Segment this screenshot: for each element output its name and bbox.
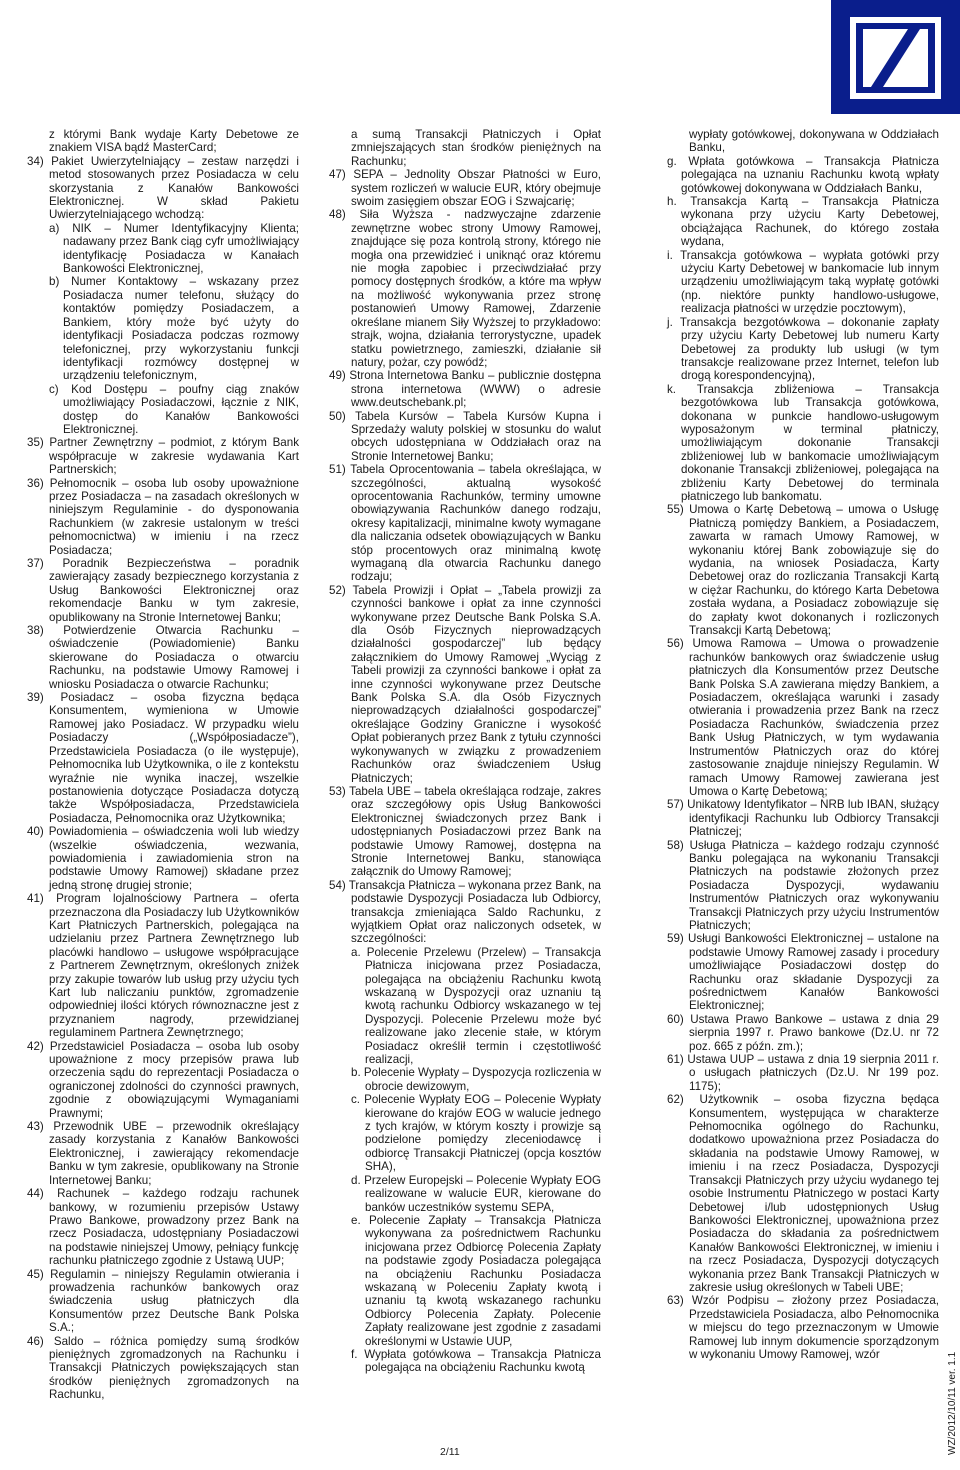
definition-paragraph: 36) Pełnomocnik – osoba lub osoby upoważnione przez Posiadacza – na zasadach określonych w niniejszym Regulaminie - do dysponowania Rachunkiem (w zakresie ustalonym w treści pełnomocnictwa) w imieniu i na rzecz Posiadacza; xyxy=(27,476,299,557)
definition-paragraph: e. Polecenie Zapłaty – Transakcja Płatnicza wykonywana za pośrednictwem Rachunku inicjowana przez Odbiorcę Polecenia Zapłaty na podstawie zgody Posiadacza polegająca na obciążeniu Rachunku Posiadacza wskazaną w Poleceniu Zapłaty kwotą i uznaniu tą kwotą wskazanego rachunku Odbiorcy Polecenia Zapłaty. Polecenie Zapłaty realizowane jest zgodnie z zasadami określonymi w Ustawie UUP, xyxy=(351,1213,601,1348)
definition-paragraph: 40) Powiadomienia – oświadczenia woli lub wiedzy (wszelkie oświadczenia, wezwania, powiadomienia i zawiadomienia stron na podstawie Umowy Ramowej) składane przez jedną stronę drugiej stronie; xyxy=(27,825,299,892)
definition-paragraph: f. Wypłata gotówkowa – Transakcja Płatnicza polegająca na obciążeniu Rachunku kwotą xyxy=(351,1347,601,1375)
definition-paragraph: 57) Unikatowy Identyfikator – NRB lub IBAN, służący identyfikacji Rachunku lub Odbiorcy Transakcji Płatniczej; xyxy=(667,798,939,839)
definition-paragraph: 55) Umowa o Kartę Debetową – umowa o Usługę Płatniczą pomiędzy Bankiem, a Posiadaczem, zawarta w ramach Umowy Ramowej, w wykonaniu której Bank zobowiązuje się do wydania, na wniosek Posiadacza, Karty Debetowej oraz do rozliczania Transakcji Kartą w ciężar Rachunku, do którego Karta Debetowa została wydana, a Posiadacz zobowiązuje się do zapłaty kwot dokonanych i rozliczonych Transakcji Kartą Debetową; xyxy=(667,503,939,638)
definition-paragraph: 43) Przewodnik UBE – przewodnik określający zasady korzystania z Kanałów Bankowości Elektronicznej, i zawierający rekomendacje Banku w tym zakresie, opublikowany na Stronie Internetowej Banku; xyxy=(27,1120,299,1187)
definition-paragraph: c. Polecenie Wypłaty EOG – Polecenie Wypłaty kierowane do krajów EOG w walucie jednego z tych krajów, w którym koszty i prowizje są podzielone pomiędzy zleceniodawcę i odbiorcę Transakcji Płatniczej (opcja kosztów SHA), xyxy=(351,1093,601,1174)
definition-paragraph: h. Transakcja Kartą – Transakcja Płatnicza wykonana przy użyciu Karty Debetowej, obciążająca Rachunek, do którego została wydana, xyxy=(667,195,939,249)
definition-paragraph: 35) Partner Zewnętrzny – podmiot, z którym Bank współpracuje w zakresie wydawania Kart Partnerskich; xyxy=(27,436,299,477)
definition-paragraph: k. Transakcja zbliżeniowa – Transakcja bezgotówkowa lub Transakcja gotówkowa, dokonana w punkcie handlowo-usługowym wyposażonym w terminal płatniczy, umożliwiającym dokonanie Transakcji zbliżeniowej lub w bankomacie umożliwiającym dokonanie Transakcji zbliżeniowej, polegająca na zbliżeniu Karty Debetowej do terminala płatniczego lub bankomatu. xyxy=(667,382,939,503)
definition-paragraph: b. Polecenie Wypłaty – Dyspozycja rozliczenia w obrocie dewizowym, xyxy=(351,1066,601,1093)
definition-paragraph: 54) Transakcja Płatnicza – wykonana przez Bank, na podstawie Dyspozycji Posiadacza lub Odbiorcy, transakcja zmieniająca Saldo Rachunku, z wyjątkiem Opłat oraz naliczonych odsetek, w szczególności: xyxy=(329,878,601,946)
page-number: 2/11 xyxy=(440,1446,460,1458)
definition-paragraph: 38) Potwierdzenie Otwarcia Rachunku – oświadczenie (Powiadomienie) Banku skierowane do Posiadacza o otwarciu Rachunku, na podstawie Umowy Ramowej i wniosku Posiadacza o otwarcie Rachunku; xyxy=(27,624,299,691)
definition-paragraph: 61) Ustawa UUP – ustawa z dnia 19 sierpnia 2011 r. o usługach płatniczych (Dz.U. Nr 199 poz. 1175); xyxy=(667,1053,939,1093)
definition-paragraph: 50) Tabela Kursów – Tabela Kursów Kupna i Sprzedaży waluty polskiej w stosunku do walut obcych udostępniana w Oddziałach oraz na Stronie Internetowej Banku; xyxy=(329,409,601,463)
definition-paragraph: d. Przelew Europejski – Polecenie Wypłaty EOG realizowane w walucie EUR, kierowane do banków uczestników systemu SEPA, xyxy=(351,1173,601,1214)
definition-paragraph: 37) Poradnik Bezpieczeństwa – poradnik zawierający zasady bezpiecznego korzystania z Usług Bankowości Elektronicznej oraz rekomendacje Banku w tym zakresie, opublikowany na Stronie Internetowej Banku; xyxy=(27,557,299,624)
deutsche-bank-logo xyxy=(831,0,960,114)
column-middle xyxy=(329,128,601,1375)
column-right xyxy=(667,128,939,1361)
definition-paragraph: b) Numer Kontaktowy – wskazany przez Posiadacza numer telefonu, służący do kontaktów pomiędzy Posiadaczem, a Bankiem, który może być użyty do identyfikacji Posiadacza podczas rozmowy telefonicznej, przy wykorzystaniu funkcji identyfikacji rozmówcy dostępnej w urządzeniu telefonicznym, xyxy=(49,275,299,383)
definition-paragraph: c) Kod Dostępu – poufny ciąg znaków umożliwiający Posiadaczowi, łącznie z NIK, dostęp do Kanałów Bankowości Elektronicznej. xyxy=(49,382,299,436)
definition-paragraph: 44) Rachunek – każdego rodzaju rachunek bankowy, w rozumieniu przepisów Ustawy Prawo Bankowe, prowadzony przez Bank na rzecz Posiadacza, udostępniany Posiadaczowi na podstawie niniejszej Umowy, pełniący funkcję rachunku płatniczego zgodnie z Ustawą UUP; xyxy=(27,1187,299,1268)
definition-paragraph: j. Transakcja bezgotówkowa – dokonanie zapłaty przy użyciu Karty Debetowej lub numeru Karty Debetowej za produkty lub usługi (w tym transakcje realizowane przez Internet, telefon lub drogą korespondencyjną), xyxy=(667,315,939,383)
definition-paragraph: 41) Program lojalnościowy Partnera – oferta przeznaczona dla Posiadaczy lub Użytkowników Kart Płatniczych Partnerskich, polegająca na udzielaniu przez Partnera Zewnętrznego lub placówki handlowo – usługowe współpracujące z Partnerem Zewnętrznym, określonych zniżek przy zakupie towarów lub usług przy użyciu tych Kart lub naliczaniu punktów, zgromadzenie odpowiedniej ilości których równoznaczne jest z przyznaniem nagrody, przewidzianej regulaminem Partnera Zewnętrznego; xyxy=(27,892,299,1040)
definition-paragraph: 51) Tabela Oprocentowania – tabela określająca, w szczególności, aktualną wysokość oprocentowania Rachunków, terminy umowne obowiązywania Rachunków danego rodzaju, okresy kapitalizacji, minimalne kwoty wymagane dla naliczania odsetek obowiązujących w Banku stóp procentowych oraz minimalną kwotę wymaganą dla otwarcia Rachunku danego rodzaju; xyxy=(329,463,601,584)
definition-paragraph: wypłaty gotówkowej, dokonywana w Oddziałach Banku, xyxy=(689,128,939,155)
definition-paragraph: 48) Siła Wyższa - nadzwyczajne zdarzenie zewnętrzne wobec strony Umowy Ramowej, znajdujące się poza kontrolą strony, którego nie mogła ona przewidzieć i uniknąć oraz któremu nie mogła zapobiec i przeciwdziałać przy pomocy dostępnych środków, a które ma wpływ na możliwość wykonywania przez stronę postanowień Umowy Ramowej, Zdarzenie określane mianem Siły Wyższej to przykładowo: strajk, wojna, działania terrorystyczne, upadek statku powietrznego, zamieszki, działanie sił natury, pożar, czy powódź; xyxy=(329,208,601,369)
definition-paragraph: 63) Wzór Podpisu – złożony przez Posiadacza, Przedstawiciela Posiadacza, albo Pełnomocnika w miejscu do tego przeznaczonym w Umowie Ramowej lub innym dokumencie sporządzonym w wykonaniu Umowy Ramowej, wzór xyxy=(667,1294,939,1361)
definition-paragraph: 46) Saldo – różnica pomiędzy sumą środków pieniężnych zgromadzonych na Rachunku i Transakcji Płatniczych powiększających stan środków pieniężnych zgromadzonych na Rachunku, xyxy=(27,1334,299,1402)
column-left xyxy=(27,128,299,1402)
definition-paragraph: g. Wpłata gotówkowa – Transakcja Płatnicza polegająca na uznaniu Rachunku kwotą wpłaty gotówkowej dokonywana w Oddziałach Banku, xyxy=(667,154,939,195)
definition-paragraph: 59) Usługi Bankowości Elektronicznej – ustalone na podstawie Umowy Ramowej zasady i procedury umożliwiające Posiadaczowi dostęp do Rachunku oraz składanie Dyspozycji za pośrednictwem Kanałów Bankowości Elektronicznej; xyxy=(667,932,939,1013)
version-code: WZ/2012/10/11 ver. 1.1 xyxy=(947,1351,958,1455)
definition-paragraph: 58) Usługa Płatnicza – każdego rodzaju czynność Banku polegająca na wykonaniu Transakcji Płatniczych na podstawie złożonych przez Posiadacza Dyspozycji, wydawaniu Instrumentów Płatniczych oraz wykonywaniu Transakcji Płatniczych przy użyciu Instrumentów Płatniczych; xyxy=(667,838,939,932)
definition-paragraph: 56) Umowa Ramowa – Umowa o prowadzenie rachunków bankowych oraz świadczenie usług płatniczych dla Konsumentów przez Deutsche Bank Polska S.A zawierana między Bankiem, a Posiadaczem, określająca warunki i zasady otwierania i prowadzenia przez Bank na rzecz Posiadacza Rachunków, świadczenia przez Bank Usług Płatniczych, w tym wydawania Instrumentów Płatniczych oraz do której zastosowanie znajduje niniejszy Regulamin. W ramach Umowy Ramowej zawierana jest Umowa o Kartę Debetową; xyxy=(667,637,939,798)
definition-paragraph: 49) Strona Internetowa Banku – publicznie dostępna strona internetowa (WWW) o adresie www.deutschebank.pl; xyxy=(329,369,601,410)
definition-paragraph: 60) Ustawa Prawo Bankowe – ustawa z dnia 29 sierpnia 1997 r. Prawo bankowe (Dz.U. nr 72 poz. 665 z późn. zm.); xyxy=(667,1012,939,1053)
definition-paragraph: a) NIK – Numer Identyfikacyjny Klienta; nadawany przez Bank ciąg cyfr umożliwiający identyfikację Posiadacza w Kanałach Bankowości Elektronicznej, xyxy=(49,221,299,276)
definition-paragraph: a sumą Transakcji Płatniczych i Opłat zmniejszających stan środków pieniężnych na Rachunku; xyxy=(351,128,601,168)
definition-paragraph: i. Transakcja gotówkowa – wypłata gotówki przy użyciu Karty Debetowej w bankomacie lub innym urządzeniu umożliwiającym taką wypłatę gotówki (np. niektóre punkty handlowo-usługowe, realizacja płatności w urzędzie pocztowym), xyxy=(667,248,939,316)
definition-paragraph: z którymi Bank wydaje Karty Debetowe ze znakiem VISA bądź MasterCard; xyxy=(49,128,299,155)
definition-paragraph: 45) Regulamin – niniejszy Regulamin otwierania i prowadzenia rachunków bankowych oraz świadczenia usług płatniczych dla Konsumentów przez Deutsche Bank Polska S.A.; xyxy=(27,1267,299,1335)
definition-paragraph: 42) Przedstawiciel Posiadacza – osoba lub osoby upoważnione z mocy przepisów prawa lub orzeczenia sądu do reprezentacji Posiadacza o ograniczonej zdolności do czynności prawnych, zgodnie z obowiązującymi Wymaganiami Prawnymi; xyxy=(27,1039,299,1120)
definition-paragraph: 39) Posiadacz – osoba fizyczna będąca Konsumentem, wymieniona w Umowie Ramowej jako Posiadacz. W przypadku wielu Posiadaczy („Współposiadacze”), Przedstawiciela Posiadacza (o ile występuje), Pełnomocnika lub Użytkownika, o ile z kontekstu wyraźnie nie wynika inaczej, wszelkie postanowienia dotyczące Posiadacza dotyczą także Współposiadacza, Przedstawiciela Posiadacza, Pełnomocnika oraz Użytkownika; xyxy=(27,691,299,825)
definition-paragraph: a. Polecenie Przelewu (Przelew) – Transakcja Płatnicza inicjowana przez Posiadacza, polegająca na obciążeniu Rachunku kwotą wskazaną w Dyspozycji oraz uznaniu tą kwotą rachunku Odbiorcy wskazanego w tej Dyspozycji. Polecenie Przelewu może być realizowane jako zlecenie stałe, w którym Posiadacz określił termin i częstotliwość realizacji, xyxy=(351,945,601,1067)
definition-paragraph: 47) SEPA – Jednolity Obszar Płatności w Euro, system rozliczeń w walucie EUR, który obejmuje swoim zasięgiem obszar EOG i Szwajcarię; xyxy=(329,168,601,209)
definition-paragraph: 34) Pakiet Uwierzytelniający – zestaw narzędzi i metod stosowanych przez Posiadacza w celu skorzystania z Kanałów Bankowości Elektronicznej. W skład Pakietu Uwierzytelniającego wchodzą: xyxy=(27,154,299,222)
definition-paragraph: 53) Tabela UBE – tabela określająca rodzaje, zakres oraz szczegółowy opis Usług Bankowości Elektronicznej świadczonych przez Bank i udostępnianych Posiadaczowi przez Bank na podstawie Umowy Ramowej, dostępna na Stronie Internetowej Banku, stanowiąca załącznik do Umowy Ramowej; xyxy=(329,784,601,879)
definition-paragraph: 52) Tabela Prowizji i Opłat – „Tabela prowizji za czynności bankowe i opłat za inne czynności wykonywane przez Deutsche Bank Polska S.A. dla Osób Fizycznych nieprowadzących działalności gospodarczej” lub będący załącznikiem do Umowy Ramowej „Wyciąg z Tabeli prowizji za czynności bankowe i opłat za inne czynności wykonywane przez Deutsche Bank Polska S.A. dla Osób Fizycznych nieprowadzących działalności gospodarczej” określające Godziny Graniczne i wysokość Opłat pobieranych przez Bank z tytułu czynności wykonywanych w związku z prowadzeniem Rachunków oraz świadczeniem Usług Płatniczych; xyxy=(329,583,601,785)
definition-paragraph: 62) Użytkownik – osoba fizyczna będąca Konsumentem, występująca w charakterze Pełnomocnika ogólnego do Rachunku, dodatkowo upoważniona przez Posiadacza do składania na podstawie Umowy Ramowej, w imieniu i na rzecz Posiadacza, Dyspozycji Transakcji Płatniczych przy użyciu wydanego tej osobie Instrumentu Płatniczego w postaci Karty Debetowej i/lub udostępnionych Usług Bankowości Elektronicznej, upoważniona przez Posiadacza do składania za pośrednictwem Kanałów Bankowości Elektronicznej, w imieniu i na rzecz Posiadacza, Dyspozycji dotyczących wykonania przez Bank Transakcji Płatniczych w zakresie usług określonych w Tabeli UBE; xyxy=(667,1093,939,1294)
